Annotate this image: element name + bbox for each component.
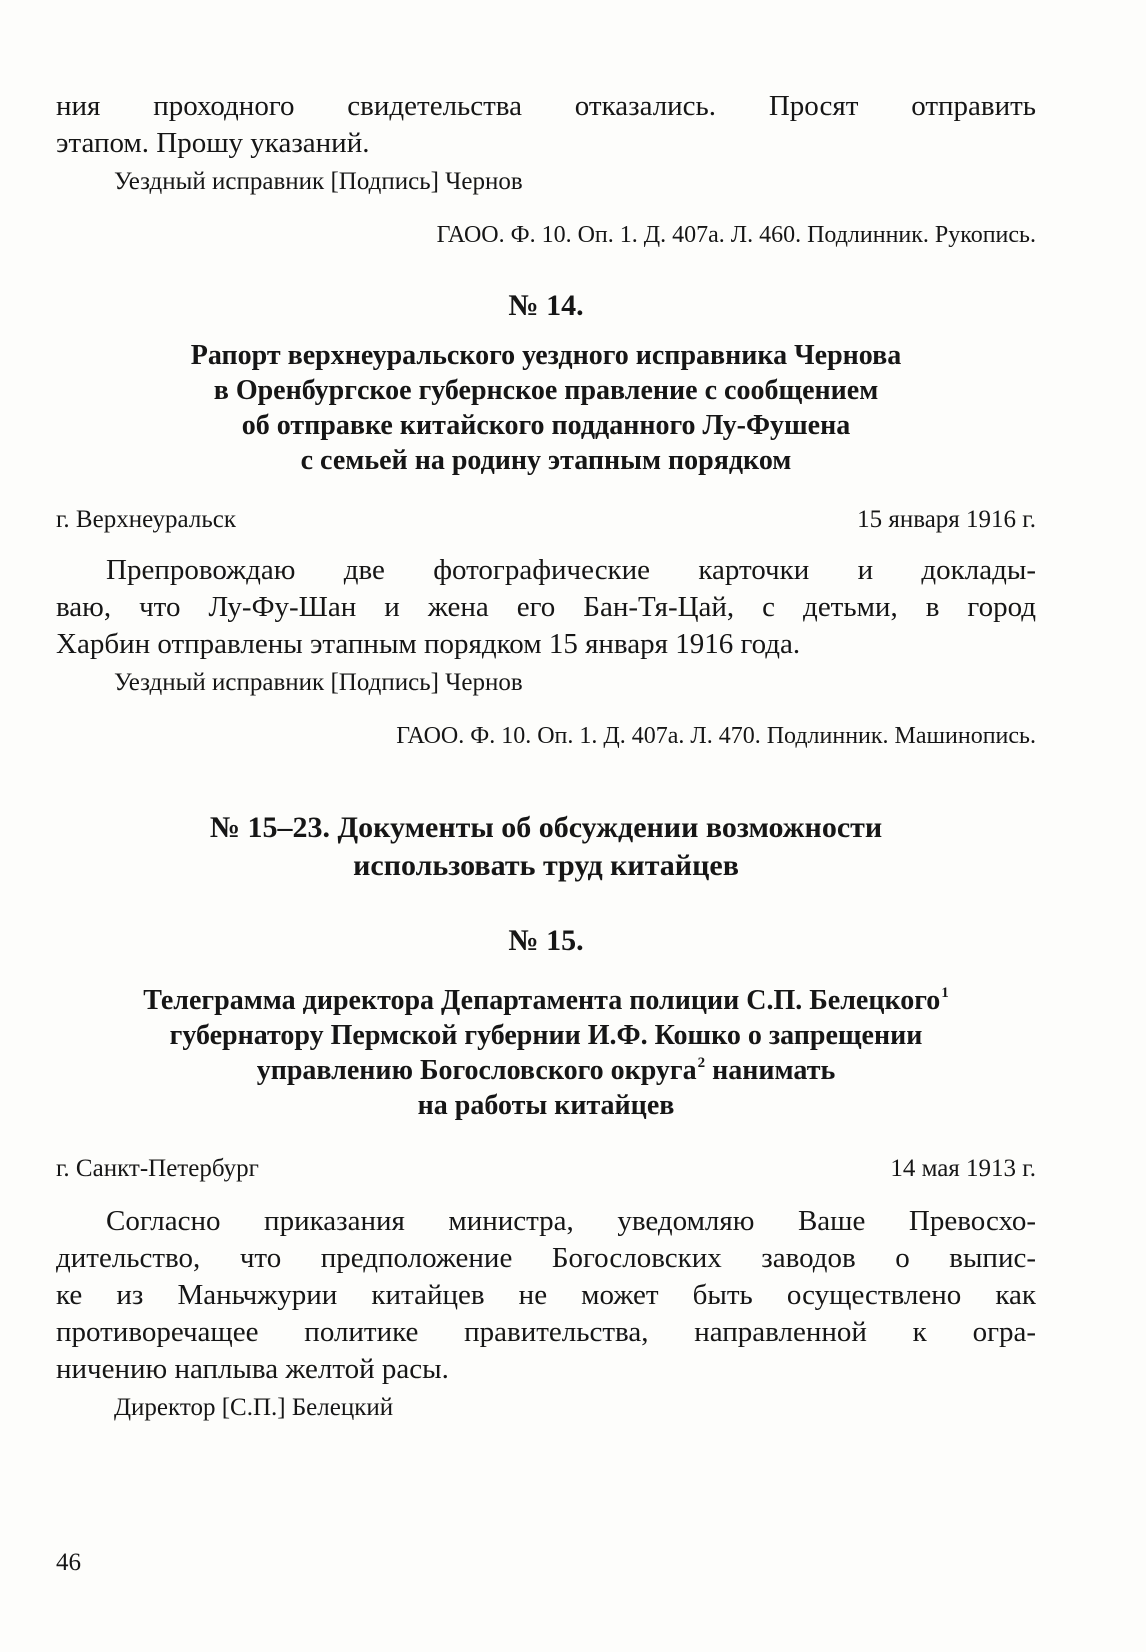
text-line: Согласно приказания министра, уведомляю Ваше Превосхо- <box>106 1205 1036 1237</box>
text-line: ния проходного свидетельства отказались. Просят отправить <box>56 90 1036 122</box>
text-line: ваю, что Лу-Фу-Шан и жена его Бан-Тя-Цай, с детьми, в город <box>56 591 1036 623</box>
footnote-marker: 1 <box>941 985 949 1001</box>
title-line: № 15–23. Документы об обсуждении возможности <box>209 811 883 844</box>
footnote-marker: 2 <box>697 1055 706 1071</box>
place-date-row <box>56 1153 1036 1185</box>
continuation-paragraph <box>56 88 1036 162</box>
text-line: этапом. Прошу указаний. <box>56 127 370 159</box>
title-line: использовать труд китайцев <box>353 849 739 882</box>
page-number: 46 <box>56 1549 81 1576</box>
signature-line: Уездный исправник [Подпись] Чернов <box>114 168 523 195</box>
title-line: с семьей на родину этапным порядком <box>300 445 792 476</box>
title-text: управлению Богословского округа <box>256 1055 697 1086</box>
title-line: губернатору Пермской губернии И.Ф. Кошко о запрещении <box>169 1020 923 1051</box>
title-line: об отправке китайского подданного Лу-Фушена <box>241 410 851 441</box>
archive-reference: ГАОО. Ф. 10. Оп. 1. Д. 407а. Л. 460. Подлинник. Рукопись. <box>436 222 1036 248</box>
document-place: г. Верхнеуральск <box>56 506 236 533</box>
document-title <box>56 338 1036 478</box>
signature-line: Уездный исправник [Подпись] Чернов <box>114 669 523 696</box>
section-title <box>56 809 1036 885</box>
document-place: г. Санкт-Петербург <box>56 1155 259 1182</box>
text-line: ничению наплыва желтой расы. <box>56 1353 449 1385</box>
title-line: Рапорт верхнеуральского уездного исправника Чернова <box>190 340 902 371</box>
title-text: Телеграмма директора Департамента полиции С.П. Белецкого <box>143 985 941 1016</box>
document-number: № 15. <box>508 924 584 957</box>
title-line <box>56 983 1036 1018</box>
title-text: нанимать <box>705 1055 836 1086</box>
document-body <box>56 552 1036 663</box>
title-line: на работы китайцев <box>417 1090 675 1121</box>
text-line: противоречащее политике правительства, направленной к огра- <box>56 1316 1036 1348</box>
text-line: Препровождаю две фотографические карточки и доклады- <box>106 554 1036 586</box>
title-line: в Оренбургское губернское правление с сообщением <box>213 375 879 406</box>
text-line: Харбин отправлены этапным порядком 15 января 1916 года. <box>56 628 801 660</box>
archive-reference: ГАОО. Ф. 10. Оп. 1. Д. 407а. Л. 470. Подлинник. Машинопись. <box>396 723 1036 749</box>
document-date: 15 января 1916 г. <box>857 506 1036 533</box>
document-date: 14 мая 1913 г. <box>890 1155 1036 1182</box>
page-content <box>56 88 1036 1424</box>
document-title <box>56 983 1036 1123</box>
title-line <box>56 1053 1036 1088</box>
text-line: дительство, что предположение Богословских заводов о выпис- <box>56 1242 1036 1274</box>
document-number: № 14. <box>508 289 584 322</box>
place-date-row <box>56 504 1036 536</box>
signature-line: Директор [С.П.] Белецкий <box>114 1394 394 1421</box>
text-line: ке из Маньчжурии китайцев не может быть осуществлено как <box>56 1279 1036 1311</box>
document-body <box>56 1203 1036 1388</box>
